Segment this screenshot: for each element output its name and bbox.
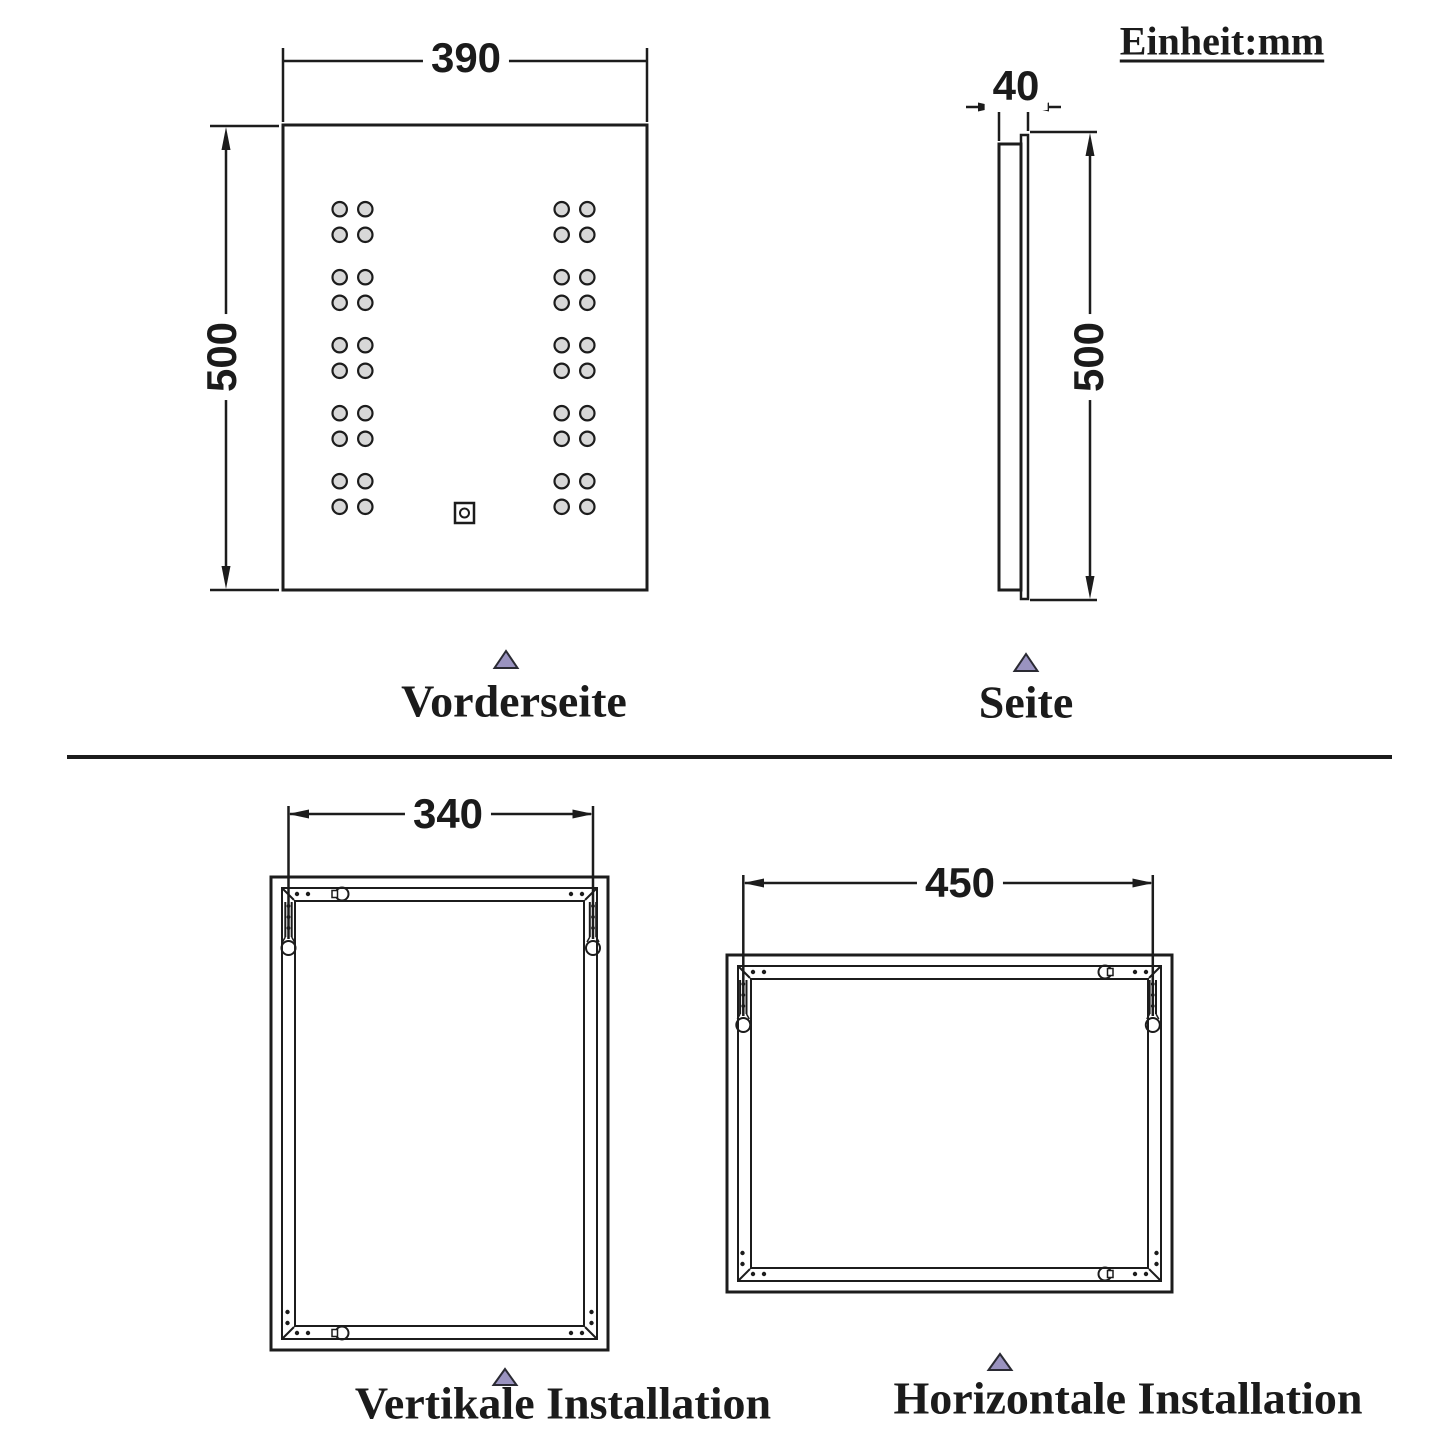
- cable-grommet-icon: [332, 888, 349, 901]
- led-dot: [580, 364, 594, 378]
- led-dot: [358, 338, 372, 352]
- led-dot: [555, 228, 569, 242]
- cable-grommet-icon: [1099, 966, 1114, 979]
- led-dot: [358, 500, 372, 514]
- led-dot: [358, 296, 372, 310]
- led-dot: [555, 296, 569, 310]
- led-dot: [333, 228, 347, 242]
- led-dot: [333, 270, 347, 284]
- led-dot: [358, 202, 372, 216]
- cable-grommet-icon: [1099, 1268, 1114, 1281]
- led-dot: [358, 474, 372, 488]
- led-dot: [358, 432, 372, 446]
- led-dot: [358, 270, 372, 284]
- led-dot: [333, 432, 347, 446]
- led-dot: [333, 474, 347, 488]
- touch-sensor-icon: [455, 503, 474, 523]
- side-glass-outline: [1021, 135, 1028, 599]
- led-dot: [580, 500, 594, 514]
- led-dot: [333, 296, 347, 310]
- led-dot: [555, 500, 569, 514]
- led-dot: [580, 202, 594, 216]
- horizontal-install-label: Horizontale Installation: [893, 1372, 1363, 1424]
- mirror-front-outline: [283, 125, 647, 590]
- front-view-drawing: [210, 48, 647, 590]
- led-dot: [580, 296, 594, 310]
- horizontal-install-outline: [727, 955, 1172, 1292]
- led-dot: [580, 270, 594, 284]
- side-view-marker-triangle-icon: [1015, 654, 1038, 671]
- vertical-install-label: Vertikale Installation: [354, 1377, 772, 1429]
- front-width-dimension-value: 390: [423, 34, 509, 82]
- led-dot: [358, 406, 372, 420]
- side-depth-dimension-value: 40: [985, 62, 1048, 110]
- side-body-outline: [999, 144, 1021, 590]
- led-dot: [555, 432, 569, 446]
- vertical-install-width-dimension-value: 340: [405, 790, 491, 838]
- led-dot: [555, 338, 569, 352]
- led-dot: [358, 364, 372, 378]
- side-height-dimension-value: 500: [1065, 314, 1113, 400]
- horizontal-install-width-dimension-value: 450: [917, 859, 1003, 907]
- led-dot: [333, 364, 347, 378]
- front-view-label: Vorderseite: [401, 675, 627, 727]
- led-dot: [580, 406, 594, 420]
- led-dot: [580, 474, 594, 488]
- led-dot: [580, 228, 594, 242]
- led-dot: [358, 228, 372, 242]
- vertical-install-outline: [271, 877, 608, 1350]
- led-lights-pattern: [333, 202, 595, 514]
- led-dot: [580, 338, 594, 352]
- led-dot: [333, 338, 347, 352]
- cable-grommet-icon: [332, 1327, 349, 1340]
- led-dot: [580, 432, 594, 446]
- vertical-installation-drawing: [271, 806, 608, 1350]
- led-dot: [333, 202, 347, 216]
- led-dot: [555, 270, 569, 284]
- side-view-label: Seite: [978, 676, 1074, 728]
- horizontal-install-marker-triangle-icon: [989, 1354, 1012, 1370]
- led-dot: [555, 202, 569, 216]
- led-dot: [555, 364, 569, 378]
- led-dot: [555, 474, 569, 488]
- led-dot: [333, 500, 347, 514]
- horizontal-installation-drawing: [727, 875, 1172, 1292]
- front-height-dimension-value: 500: [198, 314, 246, 400]
- unit-label: Einheit:mm: [1119, 18, 1325, 64]
- front-view-marker-triangle-icon: [495, 651, 518, 668]
- led-dot: [555, 406, 569, 420]
- led-dot: [333, 406, 347, 420]
